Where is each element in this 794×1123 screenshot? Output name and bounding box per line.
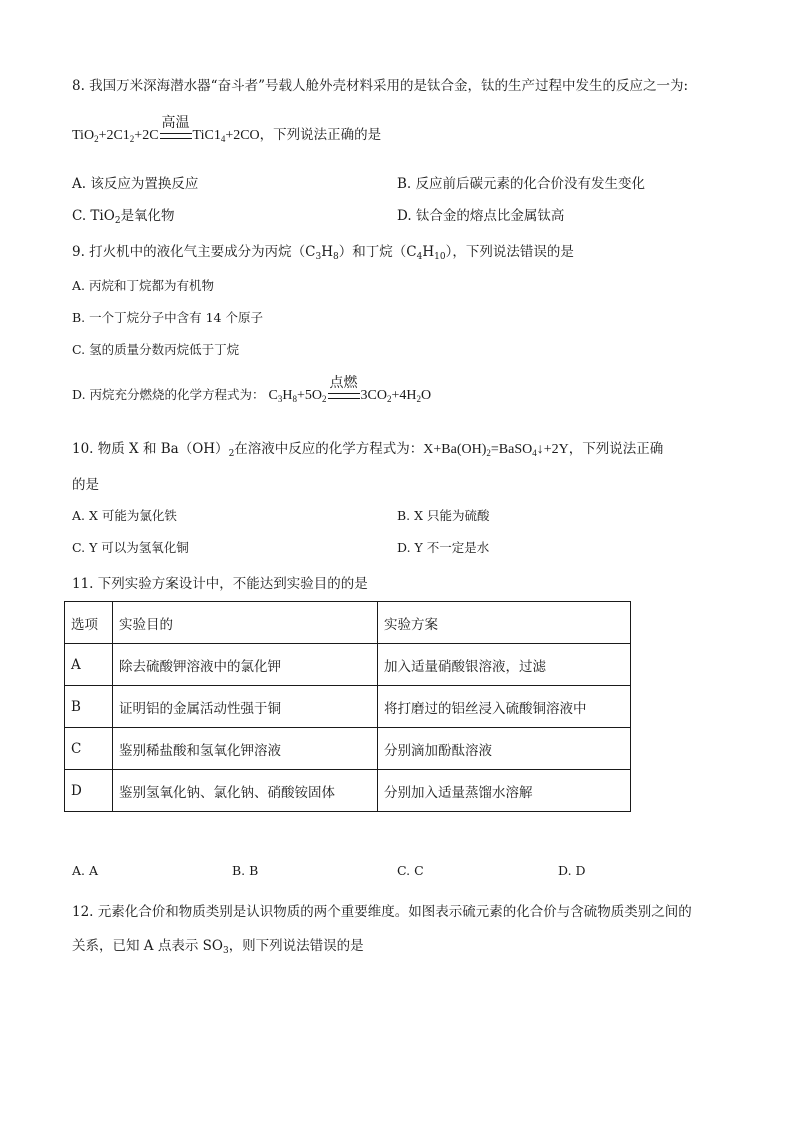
experiment-table (64, 601, 631, 812)
q8-equation: $TiO_2+2C1_2+2C$ 高温 $TiC1_4+2CO$，下列说法正确的是 (72, 116, 382, 144)
q8-reaction-condition: 高温 (160, 128, 192, 144)
table-cell: 分别加入适量蒸馏水溶解 (378, 770, 631, 812)
q9-option-b: B. 一个丁烷分子中含有 14 个原子 (72, 310, 263, 325)
table-cell: 证明铝的金属活动性强于铜 (113, 686, 378, 728)
table-row (65, 728, 631, 770)
q9-option-c: C. 氢的质量分数丙烷低于丁烷 (72, 342, 240, 357)
q10-option-c: C. Y 可以为氢氧化铜 (72, 540, 189, 555)
table-header-cell: 实验目的 (113, 602, 378, 644)
q10-option-a: A. X 可能为氯化铁 (72, 508, 177, 523)
table-cell: D (65, 770, 113, 812)
q10-option-b: B. X 只能为硫酸 (397, 508, 490, 523)
q8-option-b: B. 反应前后碳元素的化合价没有发生变化 (397, 176, 646, 192)
q11-stem: 11. 下列实验方案设计中，不能达到实验目的的是 (72, 576, 368, 592)
table-cell: B (65, 686, 113, 728)
table-row (65, 644, 631, 686)
q10-stem-cont: 的是 (72, 477, 99, 493)
table-row (65, 686, 631, 728)
q12-stem-line2: 关系，已知 A 点表示 $SO_3$，则下列说法错误的是 (72, 938, 364, 956)
table-header-cell: 选项 (65, 602, 113, 644)
table-cell: 将打磨过的铝丝浸入硫酸铜溶液中 (378, 686, 631, 728)
q10-stem: 10. 物质 X 和 $Ba(OH)_2$在溶液中反应的化学方程式为：$X+Ba(OH)_2=BaSO_4↓+2Y$，下列说法正确 (72, 441, 664, 459)
q9-option-d: D. 丙烷充分燃烧的化学方程式为： $C_3H_8+5O_2$ 点燃 $3CO_2+4H_2O$ (72, 376, 432, 404)
table-header-row (65, 602, 631, 644)
q9-stem: 9. 打火机中的液化气主要成分为丙烷$(C_3H_8)$和丁烷$(C_4H_{10})$，下列说法错误的是 (72, 244, 574, 262)
q8-option-a: A. 该反应为置换反应 (72, 176, 199, 192)
q10-equation: $X+Ba(OH)_2=BaSO_4↓+2Y$ (423, 442, 569, 458)
table-cell: 除去硫酸钾溶液中的氯化钾 (113, 644, 378, 686)
table-cell: 鉴别稀盐酸和氢氧化钾溶液 (113, 728, 378, 770)
table-header-cell: 实验方案 (378, 602, 631, 644)
table-cell: A (65, 644, 113, 686)
q11-option-c: C. C (397, 863, 424, 878)
q8-stem: 8. 我国万米深海潜水器“奋斗者”号载人舱外壳材料采用的是钛合金，钛的生产过程中发生的反应之一为: (72, 78, 689, 94)
q11-option-d: D. D (558, 863, 586, 878)
q9-combustion-equation: $C_3H_8+5O_2$ 点燃 $3CO_2+4H_2O$ (268, 376, 432, 404)
table-cell: 加入适量硝酸银溶液，过滤 (378, 644, 631, 686)
q8-option-c: C. TiO$_2$是氧化物 (72, 208, 175, 226)
q9-option-a: A. 丙烷和丁烷都为有机物 (72, 278, 214, 293)
q8-option-d: D. 钛合金的熔点比金属钛高 (397, 208, 565, 224)
q10-option-d: D. Y 不一定是水 (397, 540, 490, 555)
table-cell: 分别滴加酚酞溶液 (378, 728, 631, 770)
q12-stem-line1: 12. 元素化合价和物质类别是认识物质的两个重要维度。如图表示硫元素的化合价与含硫物质类别之间的 (72, 904, 692, 920)
table-cell: 鉴别氢氧化钠、氯化钠、硝酸铵固体 (113, 770, 378, 812)
table-cell: C (65, 728, 113, 770)
q11-option-a: A. A (72, 863, 99, 878)
table-row (65, 770, 631, 812)
q11-option-b: B. B (232, 863, 259, 878)
